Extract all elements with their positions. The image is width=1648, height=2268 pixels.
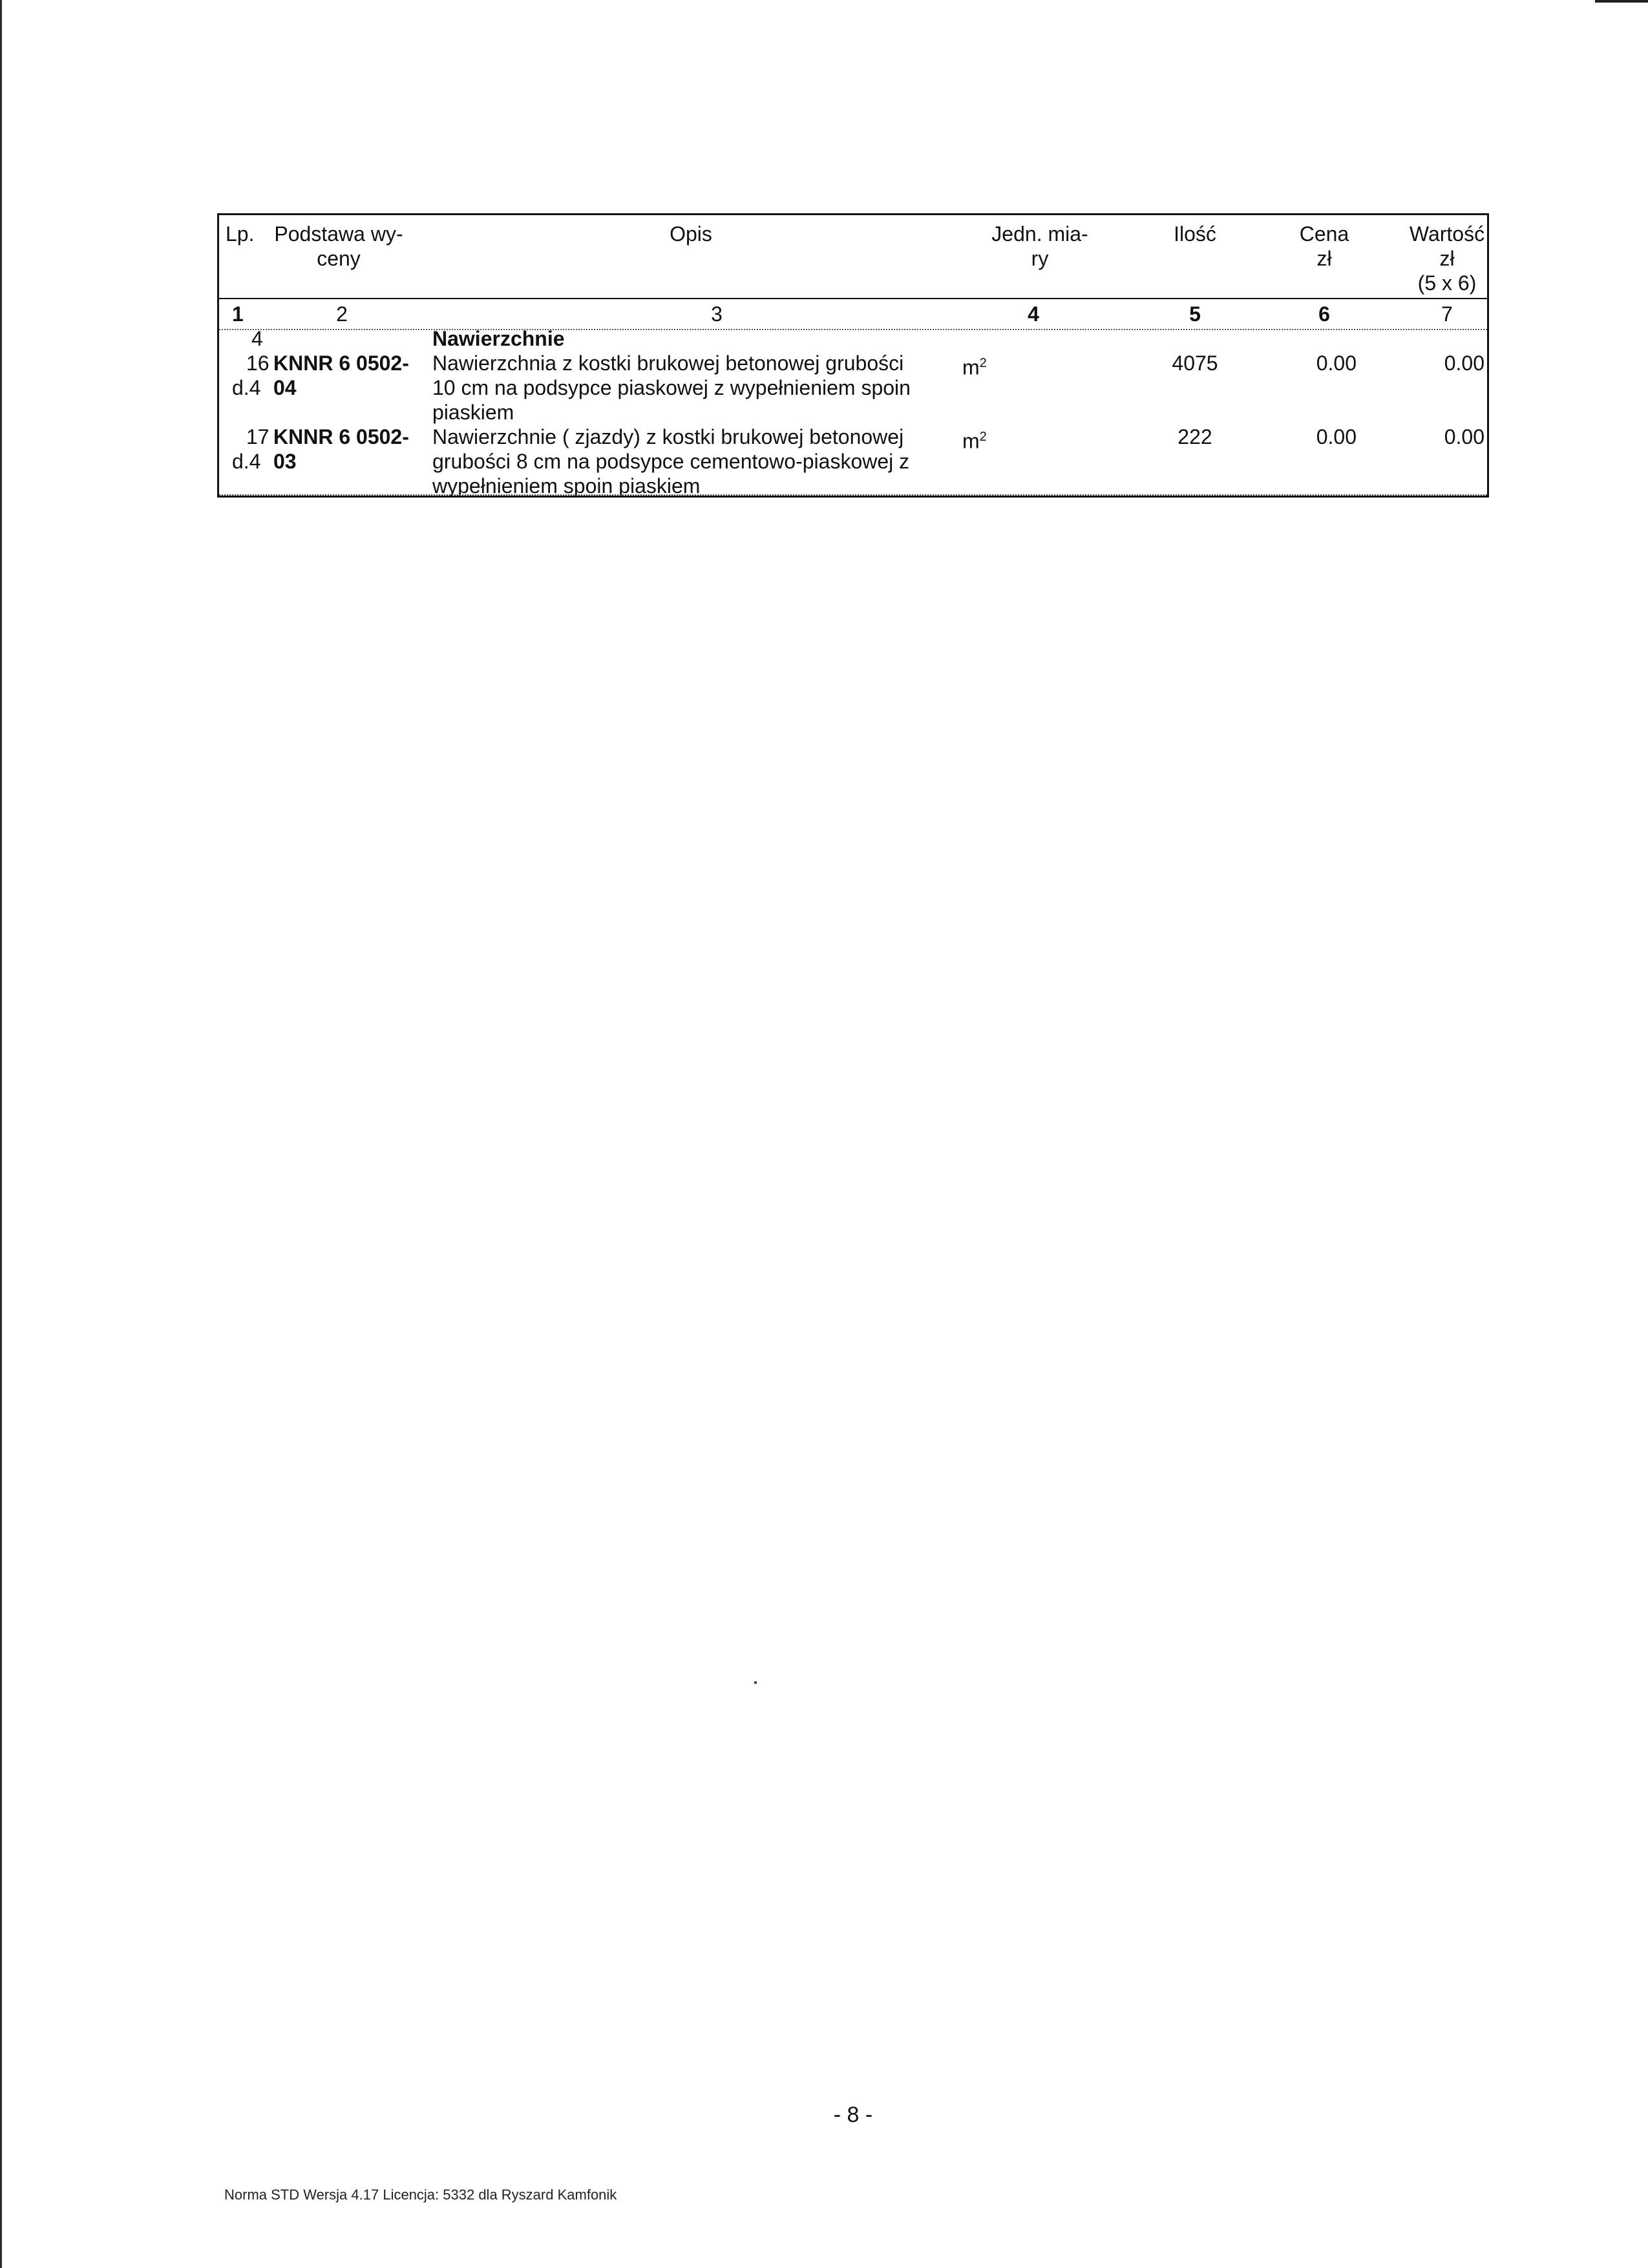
software-license-note: Norma STD Wersja 4.17 Licencja: 5332 dla Ryszard Kamfonik <box>224 2187 617 2203</box>
row-description-line: piaskiem <box>432 401 514 424</box>
row-value: 0.00 <box>1444 425 1484 448</box>
unit-base: m <box>962 355 980 379</box>
column-number: 5 <box>1189 302 1201 326</box>
header-value-line2: zł <box>1439 247 1455 270</box>
row-description-line: Nawierzchnia z kostki brukowej betonowej grubości <box>432 352 904 375</box>
row-basis-suffix: 03 <box>273 450 297 473</box>
row-sub: d.4 <box>232 450 261 473</box>
header-price-line2: zł <box>1316 247 1332 270</box>
scan-edge <box>0 0 2 2268</box>
header-value-line3: (5 x 6) <box>1417 271 1477 295</box>
header-basis-line2: ceny <box>317 247 361 270</box>
header-divider <box>219 298 1487 299</box>
header-description: Opis <box>670 222 712 246</box>
column-number: 4 <box>1028 302 1039 326</box>
row-underline <box>219 494 1487 496</box>
scan-speck <box>754 1681 757 1684</box>
unit-exponent: 2 <box>979 356 987 370</box>
row-value: 0.00 <box>1444 352 1484 375</box>
row-sub: d.4 <box>232 376 261 399</box>
row-description-line: wypełnieniem spoin piaskiem <box>432 474 701 498</box>
page-number: - 8 - <box>833 2103 873 2127</box>
header-price-line1: Cena <box>1299 222 1349 246</box>
section-title: Nawierzchnie <box>432 327 565 350</box>
unit-base: m <box>962 429 980 453</box>
header-lp: Lp. <box>226 222 255 246</box>
unit-exponent: 2 <box>979 430 987 444</box>
row-price: 0.00 <box>1316 352 1357 375</box>
row-unit <box>962 425 987 454</box>
cost-estimate-table <box>217 213 1489 498</box>
row-basis: KNNR 6 0502- <box>273 425 409 448</box>
row-description-line: Nawierzchnie ( zjazdy) z kostki brukowej betonowej <box>432 425 904 448</box>
row-unit <box>962 351 987 380</box>
row-basis: KNNR 6 0502- <box>273 352 409 375</box>
row-lp: 16 <box>246 352 269 375</box>
header-unit-line2: ry <box>1031 247 1049 270</box>
row-price: 0.00 <box>1316 425 1357 448</box>
header-value-line1: Wartość <box>1409 222 1485 246</box>
row-basis-suffix: 04 <box>273 376 297 399</box>
scan-mark <box>1595 0 1648 3</box>
column-number: 7 <box>1441 302 1453 326</box>
header-quantity: Ilość <box>1174 222 1216 246</box>
header-unit-line1: Jedn. mia- <box>991 222 1088 246</box>
row-lp: 17 <box>246 425 269 448</box>
column-number-divider <box>219 329 1487 330</box>
row-description-line: 10 cm na podsypce piaskowej z wypełnieniem spoin <box>432 376 911 399</box>
column-number: 3 <box>711 302 723 326</box>
row-quantity: 4075 <box>1172 352 1218 375</box>
column-number: 6 <box>1318 302 1330 326</box>
row-description-line: grubości 8 cm na podsypce cementowo-piaskowej z <box>432 450 910 473</box>
row-quantity: 222 <box>1178 425 1212 448</box>
section-number: 4 <box>251 327 263 350</box>
column-number: 1 <box>232 302 244 326</box>
column-number: 2 <box>336 302 348 326</box>
header-basis-line1: Podstawa wy- <box>274 222 403 246</box>
